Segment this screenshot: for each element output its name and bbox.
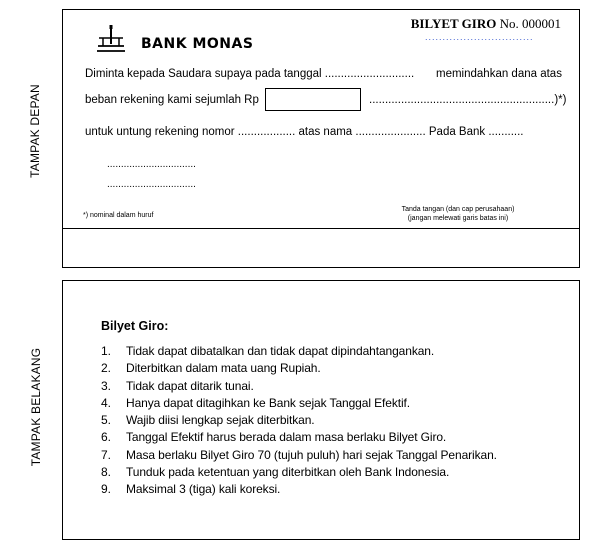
instruction-line-1-right: memindahkan dana atas [436, 68, 562, 80]
list-item: 7. Masa berlaku Bilyet Giro 70 (tujuh puluh) hari sejak Tanggal Penarikan. [101, 447, 497, 462]
label-front-side: TAMPAK DEPAN [28, 84, 42, 178]
footnote-nominal: *) nominal dalam huruf [83, 212, 154, 219]
signature-note [383, 205, 533, 223]
bank-name: BANK MONAS [141, 36, 254, 52]
instruction-line-1: Diminta kepada Saudara supaya pada tanggal ............................ [85, 68, 415, 80]
signature-note-line-1: Tanda tangan (dan cap perusahaan) [401, 206, 515, 213]
instruction-line-2: beban rekening kami sejumlah Rp [85, 94, 259, 106]
list-item: 6. Tanggal Efektif harus berada dalam masa berlaku Bilyet Giro. [101, 430, 447, 445]
list-item: 4. Hanya dapat ditagihkan ke Bank sejak Tanggal Efektif. [101, 395, 411, 410]
giro-back-card [62, 280, 580, 540]
giro-stub-area [62, 228, 580, 268]
signature-dots-2: ................................ [107, 179, 196, 190]
amount-input[interactable] [265, 88, 361, 111]
list-item: 8. Tunduk pada ketentuan yang diterbitkan oleh Bank Indonesia. [101, 465, 450, 480]
list-item: 3. Tidak dapat ditarik tunai. [101, 378, 254, 393]
back-title: Bilyet Giro: [101, 319, 169, 333]
giro-number-dots: ............................... [425, 32, 534, 42]
giro-number: No. 000001 [499, 16, 561, 31]
giro-title-text: BILYET GIRO [410, 16, 497, 31]
instruction-line-3: untuk untung rekening nomor .................. atas nama ...................... Pada Bank ........... [85, 126, 524, 138]
list-item: 5. Wajib diisi lengkap sejak diterbitkan. [101, 413, 315, 428]
signature-dots-1: ................................ [107, 159, 196, 170]
monas-monument-icon [97, 24, 125, 54]
list-item: 1. Tidak dapat dibatalkan dan tidak dapat dipindahtangankan. [101, 344, 435, 358]
signature-note-line-2: (jangan melewati garis batas ini) [407, 215, 509, 222]
giro-title [411, 16, 561, 32]
giro-front-card [62, 9, 580, 268]
list-item: 2. Diterbitkan dalam mata uang Rupiah. [101, 361, 321, 376]
list-item: 9. Maksimal 3 (tiga) kali koreksi. [101, 482, 281, 497]
rules-list [101, 343, 497, 499]
amount-in-words-line: ..........................................................)*) [369, 94, 567, 106]
label-back-side: TAMPAK BELAKANG [29, 347, 43, 467]
